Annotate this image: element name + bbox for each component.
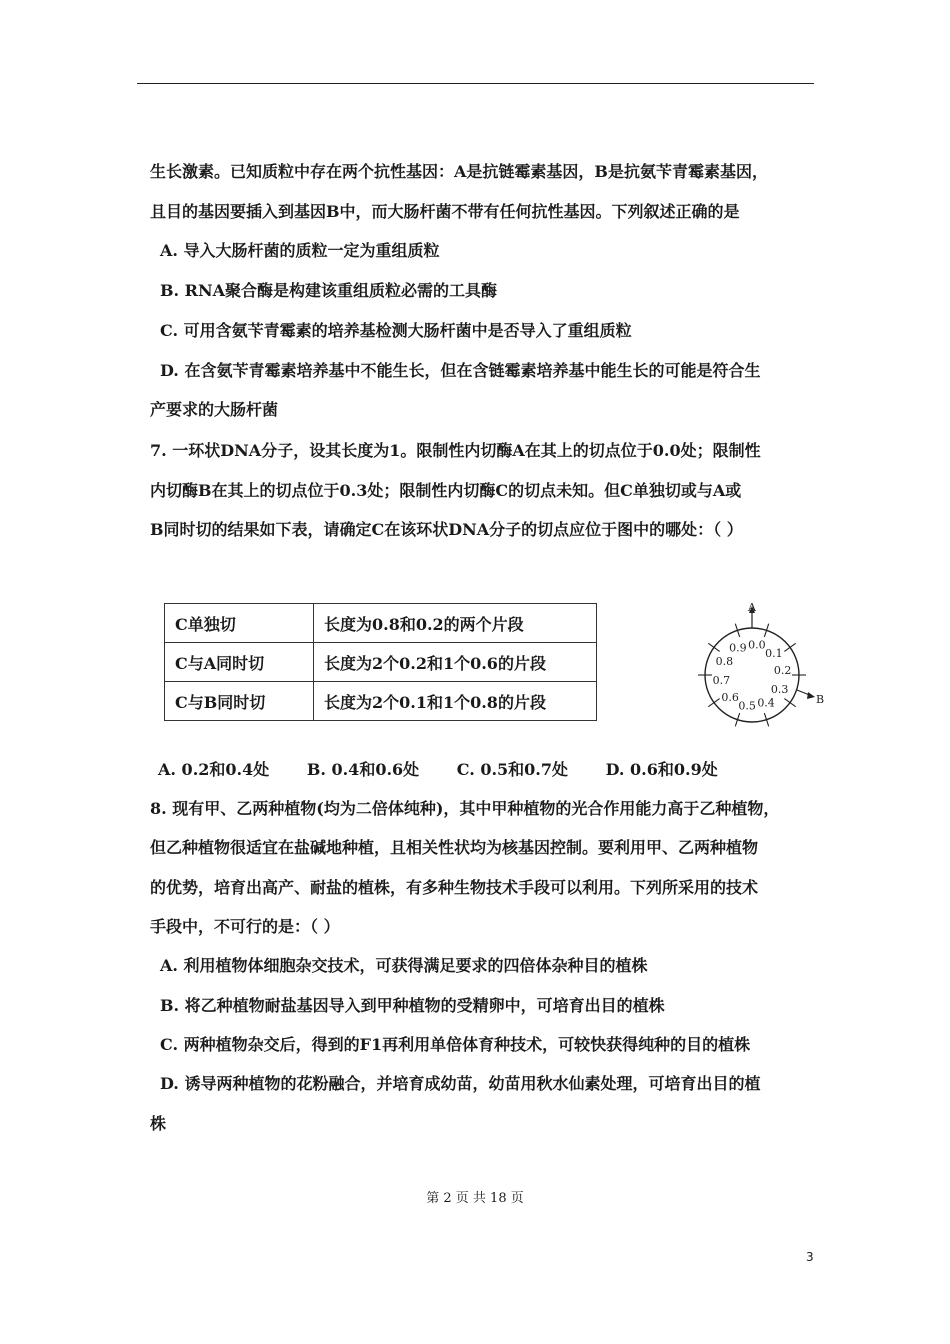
page-footer: 第 2 页 共 18 页: [426, 1191, 524, 1206]
tick-labels: [713, 638, 792, 712]
tick-mark: [784, 699, 795, 707]
tick-mark: [708, 699, 719, 707]
text-line: 生长激素。已知质粒中存在两个抗性基因：A是抗链霉素基因，B是抗氨苄青霉素基因，: [150, 162, 768, 181]
tick-label: 0.6: [721, 690, 739, 704]
text-line: 手段中，不可行的是：（ ）: [150, 917, 340, 936]
tick-label: 0.4: [757, 696, 775, 710]
option-d: D. 诱导两种植物的花粉融合，并培育成幼苗，幼苗用秋水仙素处理，可培育出目的植: [160, 1074, 761, 1093]
answer-choices: [158, 757, 750, 780]
circular-dna-diagram: [690, 600, 830, 740]
table-cell: C与B同时切: [165, 682, 314, 721]
tick-label: 0.0: [748, 638, 766, 652]
label-a: A: [748, 601, 756, 614]
question-7: 7. 一环状DNA分子，设其长度为1。限制性内切酶A在其上的切点位于0.0处；限制性: [150, 441, 761, 460]
tick-mark: [784, 643, 795, 651]
table-cell: 长度为2个0.2和1个0.6的片段: [314, 643, 597, 682]
option-b: B. 将乙种植物耐盐基因导入到甲种植物的受精卵中，可培育出目的植株: [160, 996, 665, 1015]
top-rule: [137, 83, 814, 84]
answer-a: A. 0.2和0.4处: [158, 760, 270, 779]
text-line: 内切酶B在其上的切点位于0.3处；限制性内切酶C的切点未知。但C单独切或与A或: [150, 481, 742, 500]
table-cell: 长度为2个0.1和1个0.8的片段: [314, 682, 597, 721]
option-b: B. RNA聚合酶是构建该重组质粒必需的工具酶: [160, 281, 498, 300]
answer-d: D. 0.6和0.9处: [605, 760, 718, 779]
text-line: 且目的基因要插入到基因B中，而大肠杆菌不带有任何抗性基因。下列叙述正确的是: [150, 202, 740, 221]
table-row: [165, 604, 597, 643]
table-cell: 长度为0.8和0.2的两个片段: [314, 604, 597, 643]
option-c: C. 两种植物杂交后，得到的F1再利用单倍体育种技术，可较快获得纯种的目的植株: [160, 1035, 751, 1054]
option-d: D. 在含氨苄青霉素培养基中不能生长，但在含链霉素培养基中能生长的可能是符合生: [160, 361, 761, 380]
question-8: 8. 现有甲、乙两种植物(均为二倍体纯种)，其中甲种植物的光合作用能力高于乙种植物，: [150, 799, 780, 818]
tick-label: 0.1: [765, 647, 783, 661]
option-a: A. 利用植物体细胞杂交技术，可获得满足要求的四倍体杂种目的植株: [160, 956, 648, 975]
text-line: B同时切的结果如下表，请确定C在该环状DNA分子的切点应位于图中的哪处：（ ）: [150, 520, 743, 539]
tick-label: 0.3: [770, 683, 789, 697]
answer-b: B. 0.4和0.6处: [306, 760, 420, 779]
page-number: 3: [806, 1250, 814, 1264]
tick-label: 0.9: [729, 641, 747, 655]
cut-results-table: [164, 603, 597, 721]
text-line: 的优势，培育出高产、耐盐的植株，有多种生物技术手段可以利用。下列所采用的技术: [150, 878, 759, 897]
table-row: [165, 643, 597, 682]
tick-label: 0.2: [773, 664, 792, 678]
label-b: B: [816, 693, 825, 706]
table-cell: C单独切: [165, 604, 314, 643]
tick-label: 0.7: [712, 673, 731, 687]
tick-label: 0.8: [715, 654, 734, 668]
table-cell: C与A同时切: [165, 643, 314, 682]
text-line: 产要求的大肠杆菌: [150, 400, 279, 419]
text-line: 但乙种植物很适宜在盐碱地种植，且相关性状均为核基因控制。要利用甲、乙两种植物: [150, 838, 759, 857]
table-row: [165, 682, 597, 721]
text-line: 株: [150, 1114, 167, 1133]
answer-c: C. 0.5和0.7处: [456, 760, 569, 779]
option-c: C. 可用含氨苄青霉素的培养基检测大肠杆菌中是否导入了重组质粒: [160, 321, 632, 340]
arrow-b-head: [807, 692, 815, 699]
tick-label: 0.5: [738, 699, 756, 713]
tick-mark: [708, 643, 719, 651]
option-a: A. 导入大肠杆菌的质粒一定为重组质粒: [160, 241, 440, 260]
